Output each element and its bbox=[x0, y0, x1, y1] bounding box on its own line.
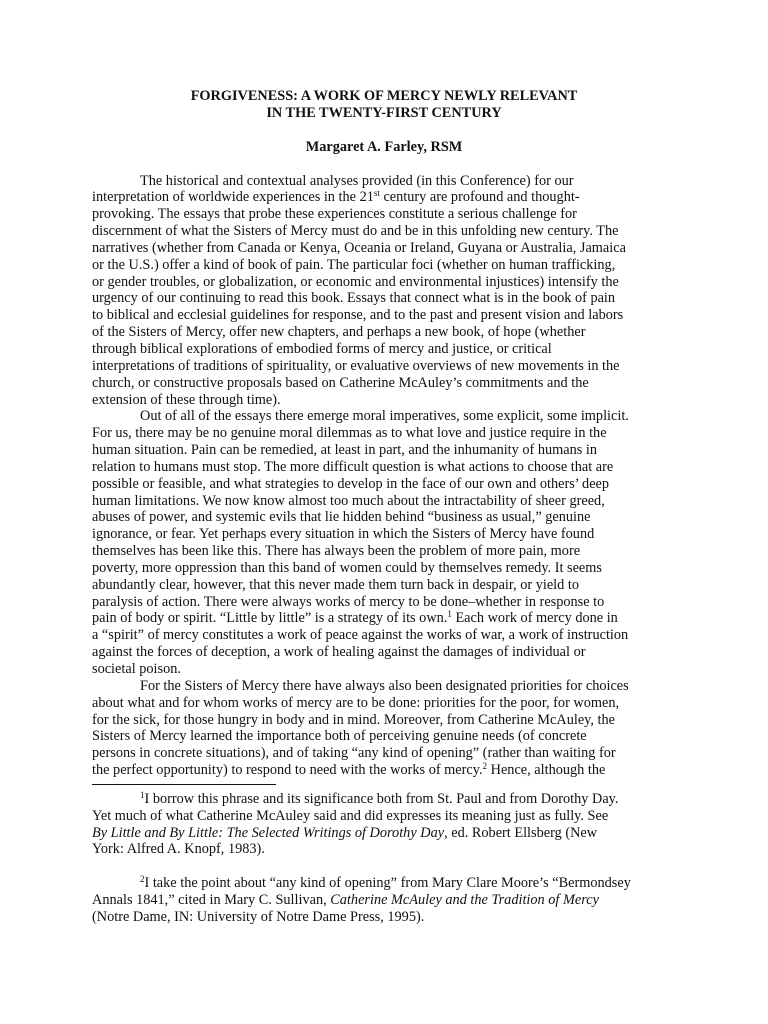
text-line: church, or constructive proposals based on Catherine McAuley’s commitments and the bbox=[92, 374, 589, 391]
text-line: (Notre Dame, IN: University of Notre Dame Press, 1995). bbox=[92, 908, 425, 925]
text-line: discernment of what the Sisters of Mercy must do and be in this unfolding new century. The bbox=[92, 223, 619, 240]
text-line: For the Sisters of Mercy there have always also been designated priorities for choices bbox=[140, 677, 629, 694]
text-line: poverty, more oppression than this band of women could by themselves remedy. It seems bbox=[92, 559, 602, 576]
book-title: Catherine McAuley and the Tradition of Mercy bbox=[330, 892, 599, 909]
text-line: of the Sisters of Mercy, offer new chapters, and perhaps a new book, of hope (whether bbox=[92, 324, 586, 341]
text-line: to biblical and ecclesial guidelines for response, and to the past and present vision and labors bbox=[92, 307, 624, 324]
book-title: By Little and By Little: The Selected Writings of Dorothy Day bbox=[92, 824, 445, 841]
text-line: human limitations. We now know almost too much about the intractability of sheer greed, bbox=[92, 492, 605, 509]
text-line: narratives (whether from Canada or Kenya, Oceania or Ireland, Guyana or Australia, Jamaica bbox=[92, 239, 626, 256]
text-segment: , ed. Robert Ellsberg (New bbox=[444, 824, 598, 841]
text-line bbox=[92, 762, 676, 779]
text-line: ignorance, or fear. Yet perhaps every situation in which the Sisters of Mercy have found bbox=[92, 526, 595, 543]
text-segment: Annals 1841,” cited in Mary C. Sullivan, bbox=[92, 892, 331, 909]
text-line: paralysis of action. There were always works of mercy to be done–whether in response to bbox=[92, 593, 605, 610]
text-line: or the U.S.) offer a kind of book of pain. The particular foci (whether on human trafficking, bbox=[92, 256, 616, 273]
text-segment: century are profound and thought- bbox=[379, 189, 580, 206]
text-line: for the sick, for those hungry in body and in mind. Moreover, from Catherine McAuley, the bbox=[92, 711, 615, 728]
paragraph-3 bbox=[92, 678, 676, 779]
text-line: provoking. The essays that probe these experiences constitute a serious challenge for bbox=[92, 206, 577, 223]
text-line: a “spirit” of mercy constitutes a work of peace against the works of war, a work of instruction bbox=[92, 627, 629, 644]
footnote-2 bbox=[92, 875, 676, 926]
text-line bbox=[92, 791, 676, 808]
text-segment: pain of body or spirit. “Little by little” is a strategy of its own. bbox=[92, 610, 448, 627]
text-line: For us, there may be no genuine moral dilemmas as to what love and justice require in the bbox=[92, 425, 607, 442]
footnote-separator bbox=[92, 784, 276, 785]
text-line bbox=[92, 875, 676, 892]
text-line: about what and for whom works of mercy are to be done: priorities for the poor, for women, bbox=[92, 694, 620, 711]
text-line: themselves has been like this. There has always been the problem of more pain, more bbox=[92, 543, 581, 560]
text-line: possible or feasible, and what strategies to develop in the face of our own and others’ deep bbox=[92, 475, 610, 492]
text-line: through biblical explorations of embodied forms of mercy and justice, or critical bbox=[92, 340, 552, 357]
paragraph-2 bbox=[92, 408, 676, 678]
text-line: human situation. Pain can be remedied, at least in part, and the inhumanity of humans in bbox=[92, 442, 598, 459]
text-line: York: Alfred A. Knopf, 1983). bbox=[92, 841, 265, 858]
text-line bbox=[92, 825, 676, 842]
text-line bbox=[92, 610, 676, 627]
title-line-2: IN THE TWENTY-FIRST CENTURY bbox=[266, 104, 502, 121]
text-line: Yet much of what Catherine McAuley said and did expresses its meaning just as fully. See bbox=[92, 807, 609, 824]
paragraph-1 bbox=[92, 173, 676, 409]
text-segment: the perfect opportunity) to respond to need with the works of mercy. bbox=[92, 762, 483, 779]
text-line: abundantly clear, however, that this never made them turn back in despair, or yield to bbox=[92, 576, 579, 593]
ordinal-superscript: st bbox=[373, 188, 380, 199]
footnote-1 bbox=[92, 791, 676, 858]
text-line bbox=[92, 892, 676, 909]
text-line: against the forces of deception, a work of healing against the damages of individual or bbox=[92, 644, 586, 661]
footnote-ref-2[interactable]: 2 bbox=[482, 761, 488, 772]
footnote-mark: 2 bbox=[140, 874, 145, 885]
footnote-ref-1[interactable]: 1 bbox=[447, 609, 452, 620]
text-line: abuses of power, and systemic evils that lie hidden behind “business as usual,” genuine bbox=[92, 509, 591, 526]
text-segment: Hence, although the bbox=[487, 762, 606, 779]
text-line: relation to humans must stop. The more difficult question is what actions to choose that are bbox=[92, 458, 614, 475]
paper-title bbox=[92, 88, 676, 122]
text-line: societal poison. bbox=[92, 661, 181, 677]
text-segment: Each work of mercy done in bbox=[451, 610, 618, 627]
text-line bbox=[92, 189, 676, 206]
text-line: The historical and contextual analyses provided (in this Conference) for our bbox=[140, 172, 574, 189]
text-segment: interpretation of worldwide experiences in the 21 bbox=[92, 189, 374, 206]
footnote-mark: 1 bbox=[140, 789, 145, 800]
text-segment: I take the point about “any kind of opening” from Mary Clare Moore’s “Bermondsey bbox=[144, 875, 631, 892]
document-page bbox=[92, 88, 676, 926]
text-segment: I borrow this phrase and its significance both from St. Paul and from Dorothy Day. bbox=[144, 790, 619, 807]
title-line-1: FORGIVENESS: A WORK OF MERCY NEWLY RELEVANT bbox=[190, 88, 578, 104]
text-line: urgency of our continuing to read this book. Essays that connect what is in the book of pain bbox=[92, 290, 616, 307]
text-line: persons in concrete situations), and of taking “any kind of opening” (rather than waiting for bbox=[92, 745, 616, 762]
text-line: Out of all of the essays there emerge moral imperatives, some explicit, some implicit. bbox=[140, 408, 629, 425]
text-line: or gender troubles, or globalization, or economic and environmental injustices) intensify the bbox=[92, 273, 619, 290]
text-line: extension of these through time). bbox=[92, 391, 281, 408]
text-line: Sisters of Mercy learned the importance both of perceiving genuine needs (of concrete bbox=[92, 728, 587, 745]
author-byline: Margaret A. Farley, RSM bbox=[305, 138, 463, 155]
text-line: interpretations of traditions of spirituality, or evaluative overviews of new movements in the bbox=[92, 357, 620, 374]
